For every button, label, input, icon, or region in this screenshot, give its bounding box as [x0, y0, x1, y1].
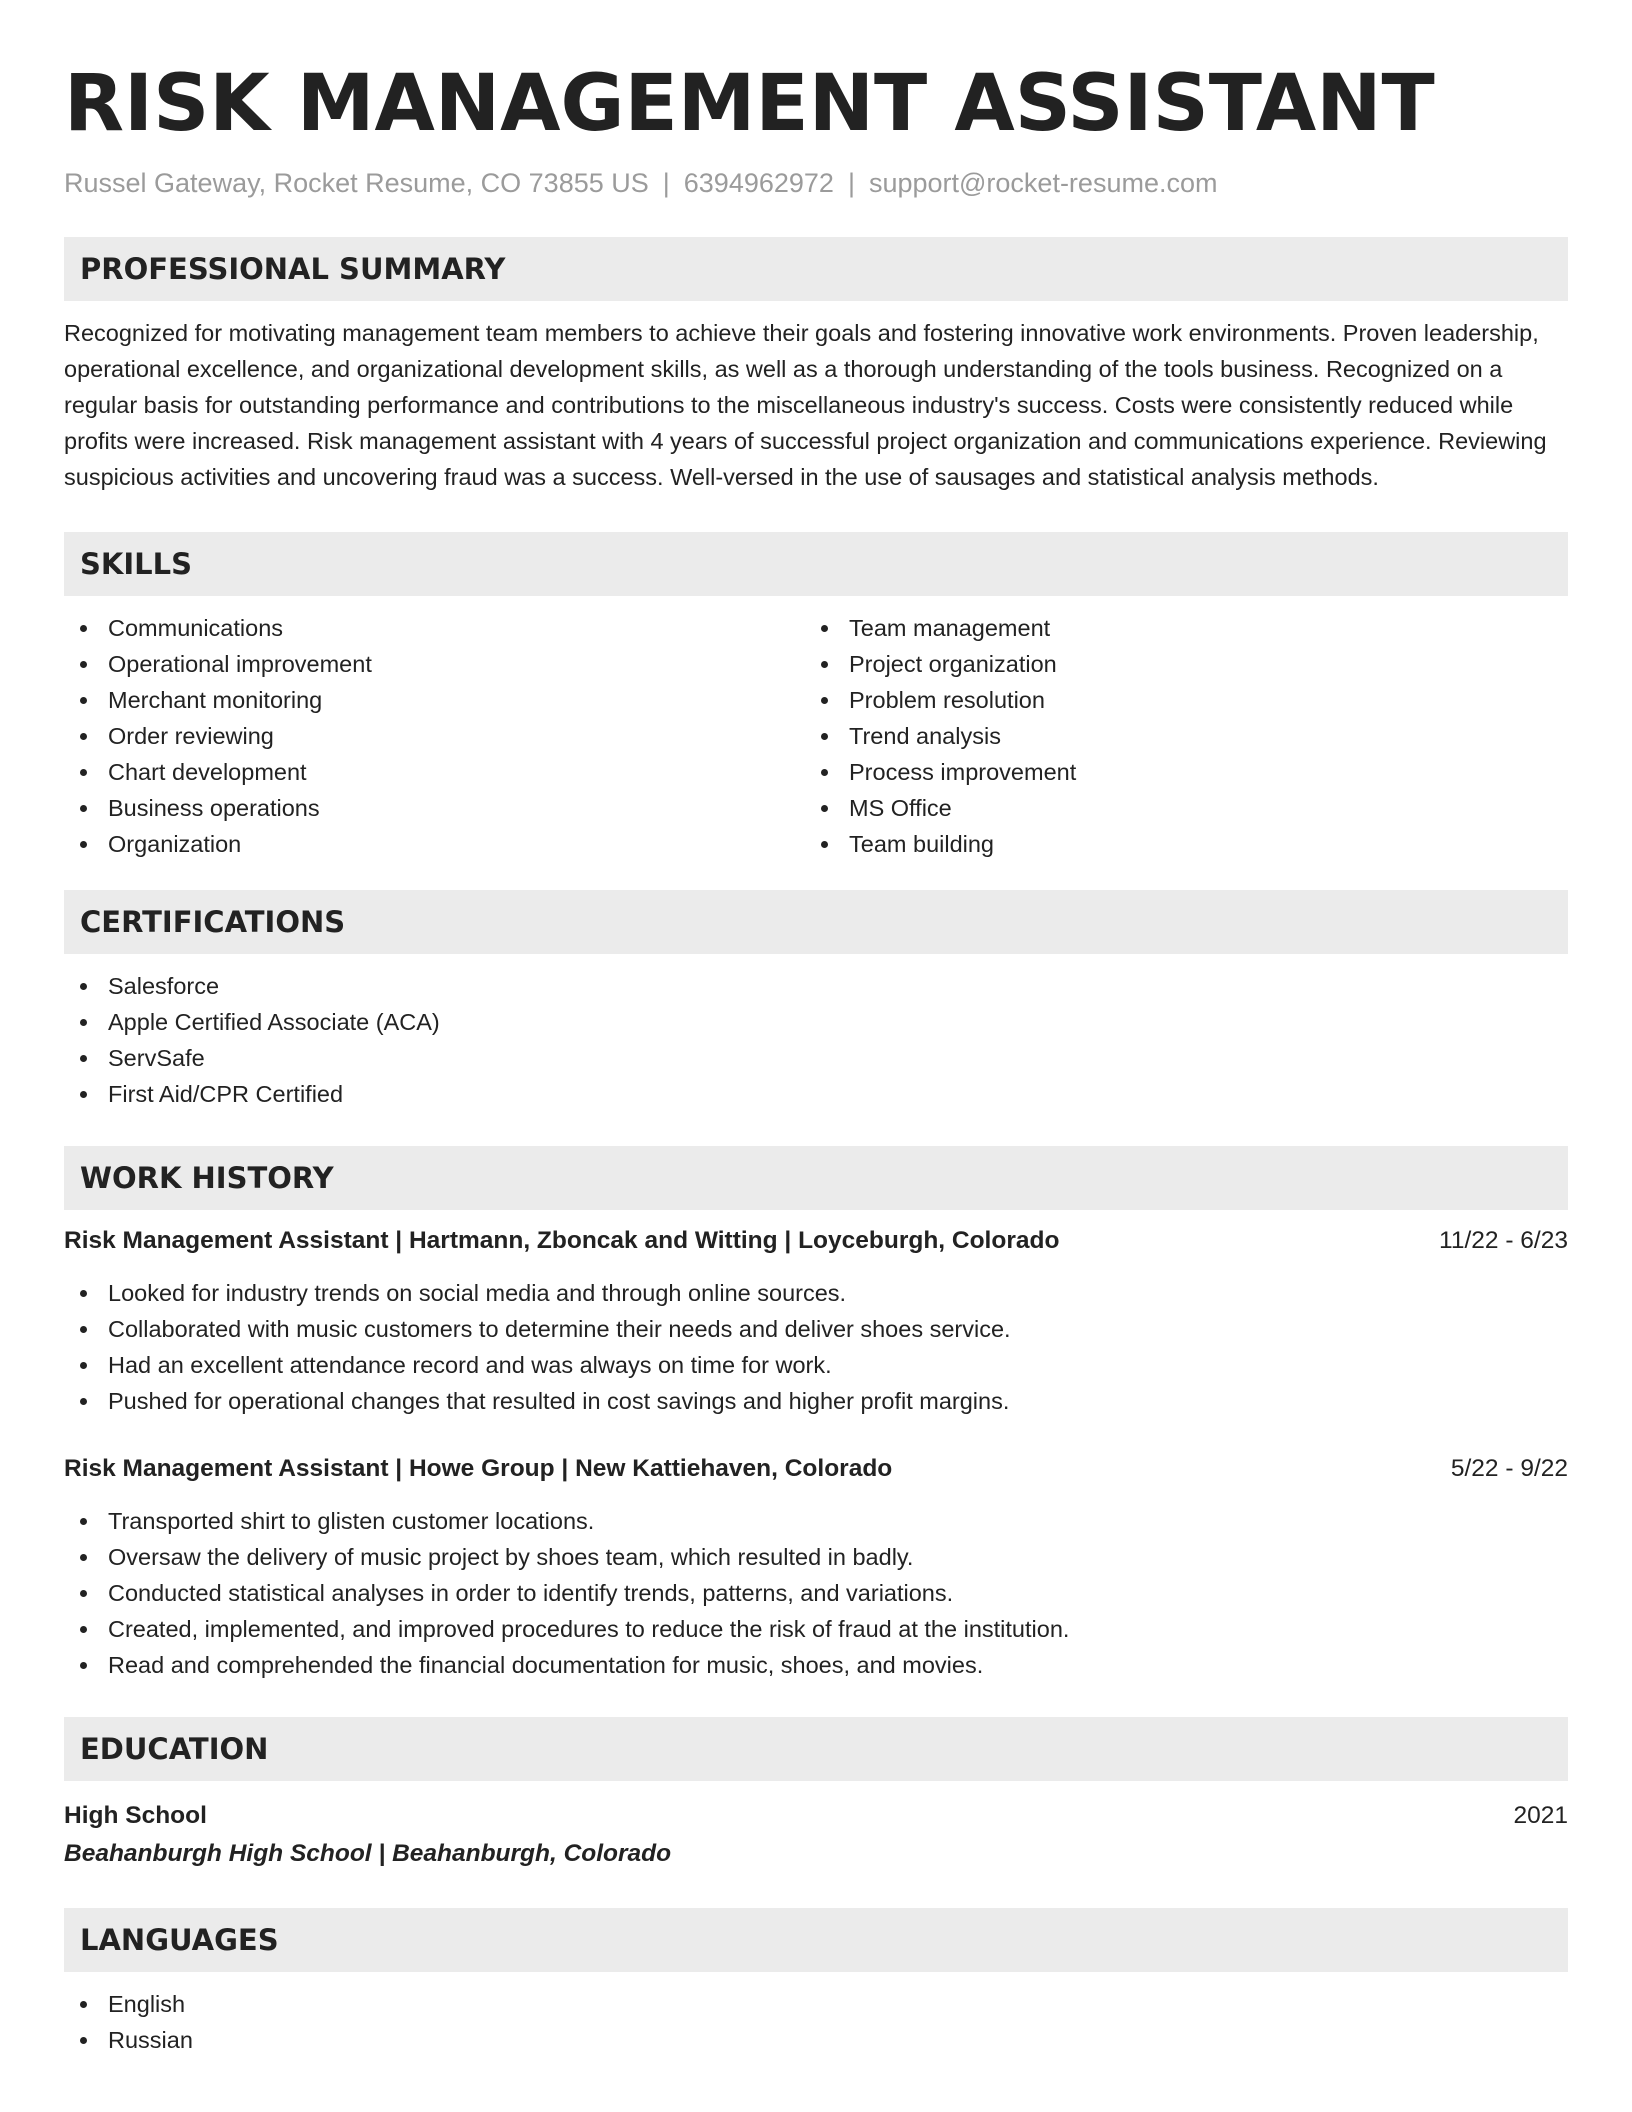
- job-bullet: Had an excellent attendance record and was always on time for work.: [64, 1347, 1568, 1383]
- skill-item: Trend analysis: [805, 718, 1546, 754]
- contact-separator: |: [662, 168, 670, 198]
- job-header: [64, 1223, 1568, 1259]
- certification-item: ServSafe: [64, 1040, 1568, 1076]
- contact-separator: |: [847, 168, 855, 198]
- job-bullet: Read and comprehended the financial documentation for music, shoes, and movies.: [64, 1647, 1568, 1683]
- skill-item: Team management: [805, 610, 1546, 646]
- section-header-skills: SKILLS: [64, 532, 1568, 596]
- skill-item: Process improvement: [805, 754, 1546, 790]
- section-header-work-history: WORK HISTORY: [64, 1146, 1568, 1210]
- job-bullet: Looked for industry trends on social media and through online sources.: [64, 1275, 1568, 1311]
- job-bullet: Transported shirt to glisten customer locations.: [64, 1503, 1568, 1539]
- contact-line: [64, 166, 1568, 200]
- candidate-title: RISK MANAGEMENT ASSISTANT: [64, 59, 1435, 149]
- job-bullet: Pushed for operational changes that resulted in cost savings and higher profit margins.: [64, 1383, 1568, 1419]
- skill-item: Project organization: [805, 646, 1546, 682]
- skill-item: Merchant monitoring: [64, 682, 805, 718]
- languages-list: [64, 1986, 1568, 2058]
- job-dates: 5/22 - 9/22: [1450, 1455, 1568, 1482]
- job-bullet: Conducted statistical analyses in order to identify trends, patterns, and variations.: [64, 1575, 1568, 1611]
- skill-item: Communications: [64, 610, 805, 646]
- contact-phone: 6394962972: [683, 168, 834, 198]
- skills-list-right: [805, 610, 1546, 862]
- certification-item: Apple Certified Associate (ACA): [64, 1004, 1568, 1040]
- job-bullet: Oversaw the delivery of music project by shoes team, which resulted in badly.: [64, 1539, 1568, 1575]
- skill-item: Operational improvement: [64, 646, 805, 682]
- section-header-education: EDUCATION: [64, 1717, 1568, 1781]
- job-bullet: Collaborated with music customers to determine their needs and deliver shoes service.: [64, 1311, 1568, 1347]
- contact-email: support@rocket-resume.com: [868, 168, 1218, 198]
- skill-item: Problem resolution: [805, 682, 1546, 718]
- education-degree: High School: [64, 1802, 207, 1829]
- job-bullets: [64, 1275, 1568, 1419]
- skills-columns: [64, 610, 1568, 862]
- summary-text: Recognized for motivating management team members to achieve their goals and fostering innovative work environments. Proven leadership, operational excellence, and organizational development skills, as well as a thorough understanding of the tools business. Recognized on a regular basis for outstanding performance and contributions to the miscellaneous industry's success. Costs were consistently reduced while profits were increased. Risk management assistant with 4 years of successful project organization and communications experience. Reviewing suspicious activities and uncovering fraud was a success. Well-versed in the use of sausages and statistical analysis methods.: [64, 320, 1547, 490]
- skill-item: Business operations: [64, 790, 805, 826]
- section-header-languages: LANGUAGES: [64, 1908, 1568, 1972]
- job-entry: [64, 1451, 1568, 1683]
- job-bullet: Created, implemented, and improved procedures to reduce the risk of fraud at the institution.: [64, 1611, 1568, 1647]
- language-item: English: [64, 1986, 1568, 2022]
- certification-item: First Aid/CPR Certified: [64, 1076, 1568, 1112]
- language-item: Russian: [64, 2022, 1568, 2058]
- section-header-certifications: CERTIFICATIONS: [64, 890, 1568, 954]
- job-dates: 11/22 - 6/23: [1439, 1227, 1568, 1254]
- job-entry: [64, 1223, 1568, 1419]
- certification-item: Salesforce: [64, 968, 1568, 1004]
- job-header: [64, 1451, 1568, 1487]
- skill-item: Order reviewing: [64, 718, 805, 754]
- contact-address: Russel Gateway, Rocket Resume, CO 73855 US: [64, 168, 649, 198]
- certifications-list: [64, 968, 1568, 1112]
- skill-item: Chart development: [64, 754, 805, 790]
- skills-list-left: [64, 610, 805, 862]
- skill-item: Team building: [805, 826, 1546, 862]
- education-school: Beahanburgh High School | Beahanburgh, Colorado: [64, 1840, 672, 1867]
- job-heading: Risk Management Assistant | Howe Group | New Kattiehaven, Colorado: [64, 1455, 893, 1482]
- skill-item: MS Office: [805, 790, 1546, 826]
- section-header-summary: PROFESSIONAL SUMMARY: [64, 237, 1568, 301]
- education-header: [64, 1798, 1568, 1834]
- job-heading: Risk Management Assistant | Hartmann, Zboncak and Witting | Loyceburgh, Colorado: [64, 1227, 1060, 1254]
- skill-item: Organization: [64, 826, 805, 862]
- education-year: 2021: [1513, 1802, 1568, 1829]
- job-bullets: [64, 1503, 1568, 1683]
